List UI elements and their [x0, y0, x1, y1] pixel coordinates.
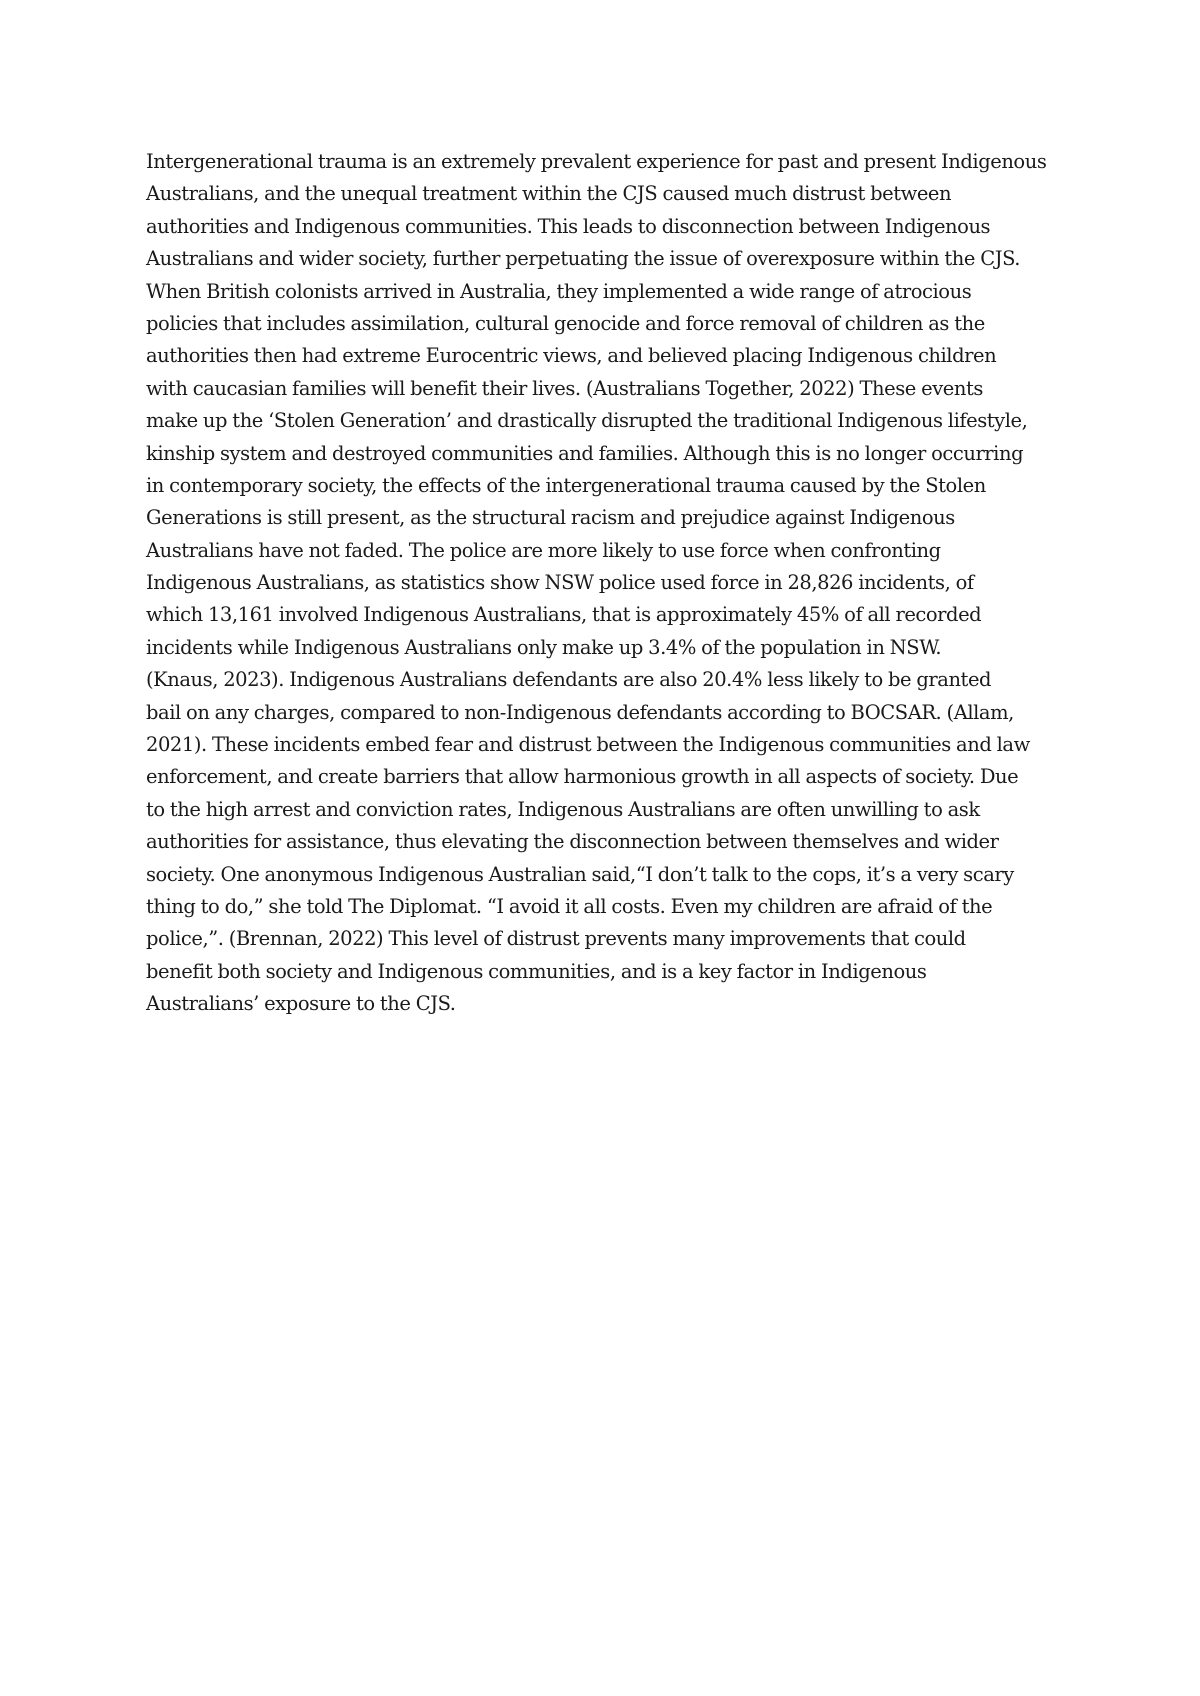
paragraph-line: benefit both society and Indigenous communities, and is a key factor in Indigenous: [146, 959, 927, 983]
paragraph-line: with caucasian families will benefit their lives. (Australians Together, 2022) These events: [146, 376, 983, 400]
paragraph-line: 2021). These incidents embed fear and distrust between the Indigenous communities and law: [146, 733, 1030, 757]
paragraph-line: Australians’ exposure to the CJS.: [146, 992, 456, 1016]
paragraph-line: Generations is still present, as the structural racism and prejudice against Indigenous: [146, 506, 955, 530]
paragraph-line: enforcement, and create barriers that allow harmonious growth in all aspects of society. Due: [146, 765, 1019, 789]
paragraph-line: kinship system and destroyed communities and families. Although this is no longer occurring: [146, 441, 1024, 465]
paragraph-line: in contemporary society, the effects of the intergenerational trauma caused by the Stolen: [146, 473, 986, 497]
paragraph-line: Indigenous Australians, as statistics show NSW police used force in 28,826 incidents, of: [146, 571, 974, 595]
paragraph-line: authorities and Indigenous communities. This leads to disconnection between Indigenous: [146, 214, 991, 238]
paragraph-line: to the high arrest and conviction rates, Indigenous Australians are often unwilling to ask: [146, 797, 980, 821]
body-paragraph: [146, 146, 1066, 1021]
paragraph-line: Australians, and the unequal treatment within the CJS caused much distrust between: [146, 182, 952, 206]
paragraph-line: Australians and wider society, further perpetuating the issue of overexposure within the CJS.: [146, 247, 1021, 271]
paragraph-line: Intergenerational trauma is an extremely prevalent experience for past and present Indigenous: [146, 150, 1047, 173]
paragraph-line: which 13,161 involved Indigenous Australians, that is approximately 45% of all recorded: [146, 603, 982, 627]
paragraph-line: When British colonists arrived in Australia, they implemented a wide range of atrocious: [146, 279, 972, 303]
paragraph-line: authorities then had extreme Eurocentric views, and believed placing Indigenous children: [146, 344, 997, 368]
paragraph-line: thing to do,” she told The Diplomat. “I avoid it all costs. Even my children are afraid of the: [146, 894, 993, 918]
paragraph-line: make up the ‘Stolen Generation’ and drastically disrupted the traditional Indigenous lifestyle,: [146, 409, 1028, 433]
paragraph-line: police,”. (Brennan, 2022) This level of distrust prevents many improvements that could: [146, 927, 966, 951]
paragraph-line: incidents while Indigenous Australians only make up 3.4% of the population in NSW.: [146, 635, 942, 659]
paragraph-line: (Knaus, 2023). Indigenous Australians defendants are also 20.4% less likely to be granted: [146, 668, 992, 692]
paragraph-line: Australians have not faded. The police are more likely to use force when confronting: [146, 538, 941, 562]
paragraph-line: authorities for assistance, thus elevating the disconnection between themselves and wider: [146, 830, 999, 854]
paragraph-line: society. One anonymous Indigenous Australian said,“I don’t talk to the cops, it’s a very scary: [146, 862, 1014, 886]
paragraph-line: bail on any charges, compared to non-Indigenous defendants according to BOCSAR. (Allam,: [146, 700, 1014, 724]
paragraph-line: policies that includes assimilation, cultural genocide and force removal of children as the: [146, 311, 985, 335]
